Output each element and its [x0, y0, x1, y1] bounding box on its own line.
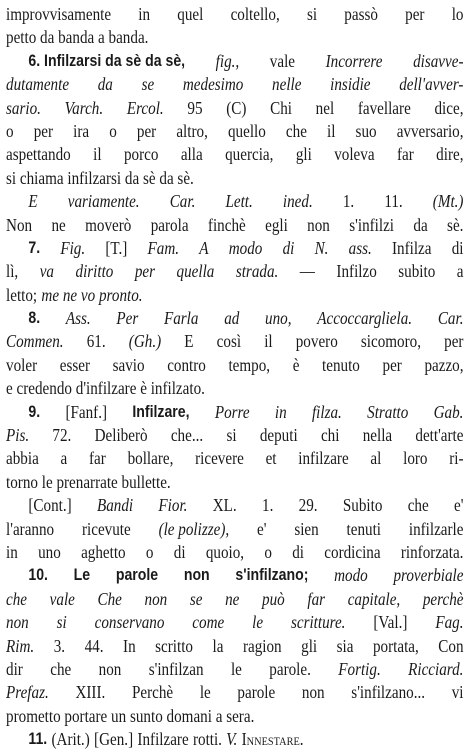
text-segment: aghetto [81, 541, 126, 562]
text-segment: Stratto [367, 401, 409, 422]
text-segment: ass. [348, 237, 372, 258]
text-segment: il [327, 120, 336, 141]
text-segment: che... [170, 425, 204, 446]
text-segment: povero [295, 331, 338, 352]
text-segment: Commen. [6, 331, 64, 352]
text-segment: l'aranno [6, 518, 55, 539]
text-segment: Rim. [6, 635, 35, 656]
text-segment: improvvisamente [6, 4, 112, 24]
text-segment: Car. [169, 191, 196, 212]
text-segment: 7. [28, 238, 41, 257]
text-segment: diritto [75, 261, 114, 282]
text-segment: infilzarle [408, 518, 464, 539]
text-segment: rotti. [192, 729, 222, 750]
text-line [6, 214, 464, 237]
text-segment: Car. [437, 308, 464, 329]
text-segment: il [264, 331, 273, 352]
text-segment: V. [226, 729, 238, 750]
text-segment: dell'avver- [399, 74, 464, 95]
text-line [6, 26, 464, 49]
text-segment: nelle [272, 74, 302, 95]
text-segment: N. [314, 237, 329, 258]
text-segment: Ass. [65, 308, 91, 329]
text-segment: va [39, 261, 55, 282]
text-segment: porco [123, 144, 159, 165]
text-segment: [Cont.] [28, 495, 72, 516]
text-segment: si [226, 425, 237, 446]
text-segment: Infilzare, [132, 402, 190, 421]
text-segment: la [212, 635, 224, 656]
text-line [6, 3, 464, 26]
text-segment: savio [112, 354, 145, 375]
text-segment: uno [38, 541, 61, 562]
text-segment: pazzo, [424, 354, 464, 375]
text-segment: e' [454, 495, 464, 516]
text-segment: lo [451, 4, 464, 24]
text-segment: (Arit.) [51, 729, 90, 750]
text-segment: ad [224, 308, 240, 329]
text-line [6, 541, 464, 564]
text-segment: modo [334, 565, 368, 586]
text-segment: di [292, 541, 304, 562]
text-segment: perchè [422, 588, 464, 609]
text-segment: chi [320, 425, 340, 446]
text-segment: in [138, 4, 151, 24]
text-segment: parole [115, 566, 159, 585]
text-segment: disavve- [413, 50, 464, 71]
text-segment: abbia [6, 448, 39, 469]
text-segment: le [252, 612, 264, 633]
text-segment: vale [49, 588, 75, 609]
text-segment: può [262, 588, 285, 609]
text-segment: si chiama infilzarsi da sè da sè. [6, 167, 194, 188]
text-segment: ragion [242, 635, 282, 656]
text-segment: Per [116, 308, 139, 329]
text-segment: di [451, 237, 464, 258]
text-line [6, 447, 464, 470]
text-segment: gli [301, 635, 318, 656]
text-line [6, 424, 464, 447]
text-line [6, 471, 464, 494]
text-segment: tempo, [228, 354, 271, 375]
text-segment: moverò [85, 214, 132, 235]
text-segment: scritto [155, 635, 193, 656]
text-segment: proverbiale [393, 565, 464, 586]
text-line [6, 143, 464, 166]
text-segment: voler [6, 354, 38, 375]
text-segment: ira [73, 120, 90, 141]
text-segment: e' [257, 518, 267, 539]
text-segment: quoio, [205, 541, 245, 562]
text-segment: Innestare. [241, 729, 304, 750]
text-segment: altro, [176, 120, 208, 141]
text-segment: Fortig. [338, 658, 381, 679]
text-segment: [Val.] [373, 612, 408, 633]
text-segment: deputi [259, 425, 298, 446]
text-segment: letto; [6, 284, 38, 305]
text-segment: bollare, [127, 448, 174, 469]
text-segment: parole [237, 682, 276, 703]
text-segment: Non [6, 214, 33, 235]
text-segment: Infilzo [336, 261, 377, 282]
text-segment: infilzare [298, 448, 349, 469]
text-line [6, 167, 464, 190]
text-line [6, 377, 464, 400]
text-segment: cordicina [324, 541, 381, 562]
text-segment: si [306, 4, 318, 24]
text-segment: quella [176, 261, 215, 282]
text-line [6, 97, 464, 120]
text-segment: in [274, 401, 287, 422]
text-segment: Subito [342, 495, 383, 516]
text-line [6, 494, 464, 517]
text-segment: per [33, 120, 54, 141]
text-segment: subito [398, 261, 436, 282]
text-segment: 11. [28, 730, 48, 749]
text-segment: dett'arte [415, 425, 464, 446]
text-segment: Le [73, 566, 91, 585]
text-segment: di [282, 237, 295, 258]
text-segment: ined. [282, 191, 313, 212]
text-segment: ricevere [195, 448, 244, 469]
text-segment: Farla [163, 308, 199, 329]
text-segment: non [307, 214, 330, 235]
text-line [6, 564, 464, 587]
text-segment: 11. [384, 191, 403, 212]
text-line [6, 658, 464, 681]
text-segment: prometto portare un sunto domani a sera. [6, 705, 255, 726]
text-segment: Fig. [60, 237, 86, 258]
text-segment: s'infilzano... [351, 682, 426, 703]
text-segment: sien [294, 518, 319, 539]
text-segment: loro [403, 448, 428, 469]
text-segment: Fior. [158, 495, 188, 516]
text-segment: nel [315, 97, 335, 118]
text-segment: 29. [298, 495, 318, 516]
text-segment: conservano [94, 612, 165, 633]
text-segment: 44. [84, 635, 104, 656]
text-segment: per [136, 120, 157, 141]
text-segment: capitale, [347, 588, 401, 609]
text-segment: 72. [52, 425, 72, 446]
text-segment: XL. [212, 495, 237, 516]
text-segment: o [145, 541, 154, 562]
text-segment: a [456, 261, 464, 282]
text-segment: parola [150, 214, 189, 235]
text-segment: Perchè [131, 682, 174, 703]
text-segment: 95 [187, 97, 203, 118]
text-line [6, 588, 464, 611]
text-segment: petto da banda a banda. [6, 27, 149, 48]
text-segment: se [141, 74, 155, 95]
text-segment: non [6, 612, 29, 633]
text-segment: (Gh.) [128, 331, 162, 352]
text-segment: favellare [357, 97, 411, 118]
text-segment: (Mt.) [432, 191, 464, 212]
text-segment: Varch. [64, 97, 104, 118]
text-segment: Fag. [435, 612, 464, 633]
text-segment: per [405, 4, 425, 24]
text-segment: gli [295, 144, 312, 165]
text-line [6, 635, 464, 658]
text-segment: Accoccargliela. [317, 308, 413, 329]
text-line [6, 307, 464, 330]
text-segment: sia [336, 635, 354, 656]
text-segment: suo [355, 120, 377, 141]
text-segment: me ne vo pronto. [41, 284, 143, 305]
text-segment: se [189, 588, 203, 609]
text-segment: che [285, 120, 307, 141]
text-line [6, 728, 464, 751]
text-segment: [T.] [105, 237, 128, 258]
text-segment: quel [177, 4, 204, 24]
text-segment: per [444, 331, 464, 352]
text-line [6, 611, 464, 634]
text-segment: finchè [207, 214, 246, 235]
text-segment: come [192, 612, 225, 633]
text-segment: vale [269, 50, 296, 71]
text-segment: tenuto [322, 354, 360, 375]
text-segment: in [6, 541, 18, 562]
text-segment: ne [51, 214, 66, 235]
text-segment: torno le prenarrate bullette. [6, 471, 171, 492]
text-segment: filza. [311, 401, 342, 422]
text-segment: vi [451, 682, 464, 703]
text-line [6, 50, 464, 73]
text-segment: 1. [262, 495, 274, 516]
text-line [6, 330, 464, 353]
text-segment: sicomoro, [360, 331, 422, 352]
text-segment: tenuti [346, 518, 382, 539]
text-segment: 9. [28, 402, 41, 421]
text-segment: o [264, 541, 272, 562]
text-segment: [Fanf.] [65, 401, 108, 422]
text-segment: dutamente [6, 74, 70, 95]
text-segment: insidie [330, 74, 371, 95]
text-segment: 61. [86, 331, 106, 352]
text-segment: et [265, 448, 277, 469]
text-segment: Fam. [147, 237, 180, 258]
text-segment: coltello, [230, 4, 280, 24]
text-segment: alla [180, 144, 203, 165]
text-segment: aspettando [6, 144, 71, 165]
text-segment: 10. [28, 566, 48, 585]
text-segment: sè. [447, 214, 464, 235]
text-segment: le [199, 682, 211, 703]
text-segment: esser [59, 354, 90, 375]
text-segment: Infilza [391, 237, 432, 258]
text-segment: far [307, 588, 326, 609]
text-segment: dire, [436, 144, 464, 165]
text-segment: a [60, 448, 68, 469]
text-segment: Pis. [6, 425, 30, 446]
text-segment: fig., [215, 50, 240, 71]
text-segment: Ercol. [126, 97, 164, 118]
text-segment: si [56, 612, 67, 633]
text-segment: di [173, 541, 186, 562]
text-segment: al [370, 448, 382, 469]
text-segment: 8. [28, 309, 41, 328]
text-segment: per [134, 261, 156, 282]
text-segment: non [183, 566, 210, 585]
text-segment: (le polizze), [158, 518, 230, 539]
text-segment: far [396, 144, 414, 165]
text-segment: che [50, 658, 72, 679]
text-segment: per [382, 354, 402, 375]
text-line [6, 354, 464, 377]
text-segment: Incorrere [325, 50, 383, 71]
text-segment: Infilzare [137, 729, 189, 750]
text-segment: modo [228, 237, 263, 258]
text-segment: 6. Infilzarsi da sè da sè, [28, 51, 186, 70]
text-segment: è [292, 354, 300, 375]
text-segment: s'infilzano; [235, 566, 309, 585]
text-line [6, 401, 464, 424]
text-segment: passò [344, 4, 378, 24]
text-segment: così [216, 331, 242, 352]
text-segment: [Gen.] [94, 729, 134, 750]
text-segment: A [199, 237, 209, 258]
text-segment: nella [362, 425, 393, 446]
text-segment: non [301, 682, 325, 703]
text-segment: rinforzata. [400, 541, 464, 562]
text-segment: dice, [434, 97, 464, 118]
text-line [6, 681, 464, 704]
text-line [6, 237, 464, 260]
text-segment: — [299, 261, 315, 282]
text-segment: le [230, 658, 242, 679]
text-segment: da [413, 214, 428, 235]
text-segment: scritture. [290, 612, 346, 633]
text-segment: lì, [6, 261, 19, 282]
text-segment: egli [265, 214, 288, 235]
text-segment: Chi [270, 97, 292, 118]
text-line [6, 120, 464, 143]
text-segment: s'infilzi [349, 214, 395, 235]
text-segment: il [93, 144, 102, 165]
text-line [6, 190, 464, 213]
text-segment: portata, [372, 635, 419, 656]
text-segment: Bandi [96, 495, 134, 516]
text-segment: medesimo [182, 74, 244, 95]
text-segment: ne [225, 588, 240, 609]
text-line [6, 705, 464, 728]
text-segment: contro [167, 354, 206, 375]
text-segment: sario. [6, 97, 41, 118]
text-segment: Con [438, 635, 464, 656]
text-segment: quercia, [225, 144, 274, 165]
text-segment: Porre [214, 401, 250, 422]
text-segment: far [89, 448, 106, 469]
text-segment: che [407, 495, 429, 516]
text-segment: XIII. [75, 682, 106, 703]
text-line [6, 518, 464, 541]
text-segment: Prefaz. [6, 682, 49, 703]
text-line [6, 284, 464, 307]
text-segment: Deliberò [94, 425, 148, 446]
text-segment: non [98, 658, 122, 679]
text-segment: e credendo d'infilzare è infilzato. [6, 378, 205, 399]
text-segment: che [6, 588, 28, 609]
text-segment: non [144, 588, 168, 609]
text-segment: Lett. [225, 191, 253, 212]
text-segment: uno, [265, 308, 292, 329]
text-segment: Che [97, 588, 122, 609]
text-segment: quello [227, 120, 266, 141]
text-segment: Gab. [433, 401, 464, 422]
text-segment: E [184, 331, 194, 352]
text-segment: E [28, 191, 38, 212]
text-segment: s'infilzan [148, 658, 204, 679]
text-segment: ri- [449, 448, 464, 469]
text-segment: ricevute [81, 518, 131, 539]
text-segment: dir [6, 658, 23, 679]
text-segment: da [97, 74, 113, 95]
text-line [6, 73, 464, 96]
text-segment: o [6, 120, 14, 141]
text-segment: voleva [334, 144, 375, 165]
text-segment: strada. [235, 261, 279, 282]
text-segment: parole. [269, 658, 311, 679]
text-segment: variamente. [67, 191, 140, 212]
text-segment: Ricciard. [408, 658, 464, 679]
text-segment: 3. [53, 635, 66, 656]
text-segment: o [109, 120, 117, 141]
text-segment: avversario, [396, 120, 464, 141]
text-line [6, 260, 464, 283]
text-segment: In [123, 635, 136, 656]
text-segment: 1. [342, 191, 355, 212]
text-segment: (C) [226, 97, 247, 118]
